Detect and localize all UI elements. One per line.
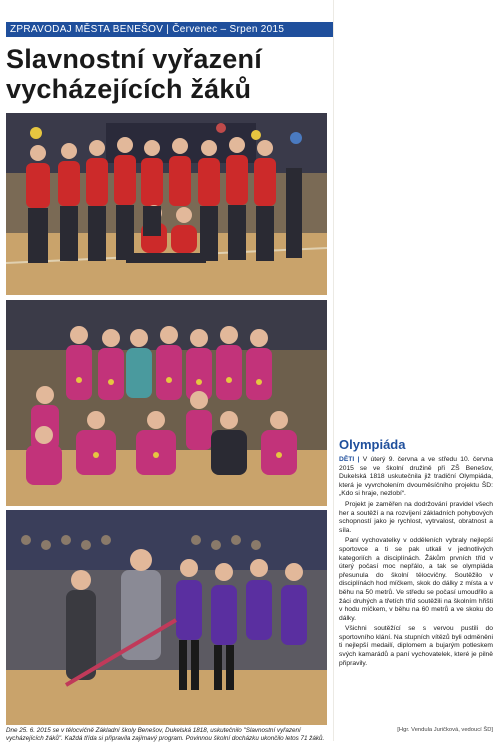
- article-paragraph: Paní vychovatelky v odděleních vybraly nejlepší sportovce a ti se pak utkali v jednotlivých kategoriích a disciplínách. Žákům prvních tříd v úterý počasí moc nepřálo, a tak se olympiáda přesunula do školní tělocvičny. Soutěžilo v disciplínách hod míčkem, skok do dálky z místa a v běhu na 50 metrů. Ve středu se počasí umoudřilo a žáci druhých a třetích tříd soutěžili na školním hřišti v hodu míčkem, v běhu na 60 metrů a ve skoku do dálky.: [339, 537, 493, 622]
- article-paragraph: Všichni soutěžící se s vervou pustili do sportovního klání. Na stupních vítězů byli odměněni ti nejlepší medailí, diplomem a bujarým potleskem svých kamarádů a paní vychovatelek, které je pilně připravily.: [339, 625, 493, 667]
- newsletter-header: ZPRAVODAJ MĚSTA BENEŠOV | Červenec – Srpen 2015: [6, 22, 333, 37]
- page-divider: [333, 0, 334, 741]
- page-title: [6, 44, 336, 104]
- girls-with-medals-photo: [6, 300, 327, 506]
- article-title: Olympiáda: [339, 437, 406, 452]
- article-body: [339, 456, 493, 670]
- article-paragraph: [339, 456, 493, 499]
- title-line-2: vycházejících žáků: [6, 74, 252, 104]
- article-paragraph: Projekt je zaměřen na dodržování pravidel všech her a soutěží a na rozvíjení základních pohybových schopností jako je rychlost, vytrvalost, obratnost a síla.: [339, 500, 493, 534]
- article-signature: [Hgr. Vendula Juričková, vedoucí ŠD]: [397, 727, 493, 733]
- photo-caption: Dne 25. 6. 2015 se v tělocvičně Základní školy Benešov, Dukelská 1818, uskutečnilo "Slavnostní vyřazení vycházejících žáků". Každá třída si připravila zajímavý program. Povinnou školní docházku ukončilo letos 71 žáků.: [6, 727, 325, 742]
- group-photo-red-shirts: [6, 113, 327, 295]
- article-paragraph-1-text: V úterý 9. června a ve středu 10. června 2015 se ve školní družině při ZŠ Benešov, Dukelská 1818 uskutečnila již tradiční Olympiáda, která je vyvrcholením dvouměsíčního projektu ŠD: „Kdo si hraje, nezlobí“.: [339, 456, 493, 498]
- ceremony-photo: [6, 510, 327, 725]
- title-line-1: Slavnostní vyřazení: [6, 44, 262, 74]
- article-lead: DĚTI |: [339, 456, 360, 463]
